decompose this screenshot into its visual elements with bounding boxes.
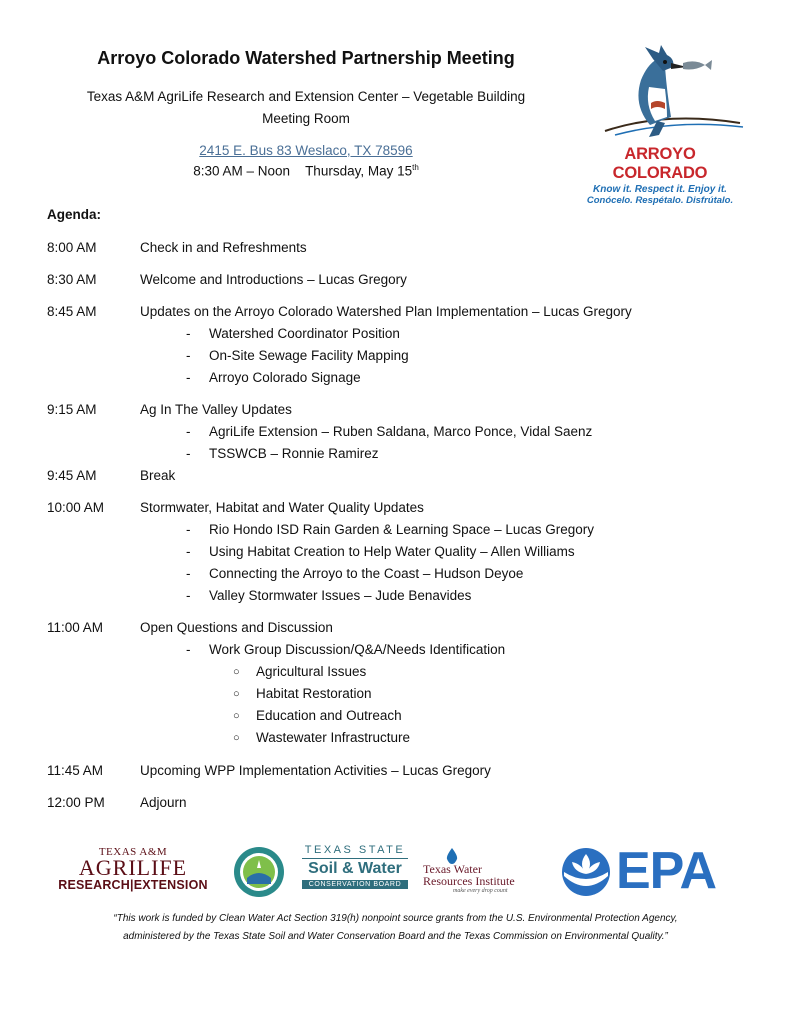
agenda-subitem: Rio Hondo ISD Rain Garden & Learning Space – Lucas Gregory — [209, 522, 594, 537]
agenda-time: 8:00 AM — [47, 240, 97, 255]
bullet-dash: - — [186, 566, 191, 581]
bullet-circle: ○ — [233, 732, 240, 744]
agenda-time: 11:00 AM — [47, 620, 104, 635]
tceq-logo — [233, 846, 285, 898]
agenda-item: Open Questions and Discussion — [140, 620, 333, 635]
agenda-subitem: Arroyo Colorado Signage — [209, 370, 361, 385]
twri-logo — [423, 848, 551, 898]
tceq-seal-icon — [233, 846, 285, 898]
agenda-item: Check in and Refreshments — [140, 240, 307, 255]
agenda-item: Welcome and Introductions – Lucas Gregory — [140, 272, 407, 287]
bullet-dash: - — [186, 348, 191, 363]
tsswcb-logo — [298, 844, 412, 902]
agenda-subsubitem: Agricultural Issues — [256, 664, 367, 679]
agenda-time: 10:00 AM — [47, 500, 105, 515]
bullet-circle: ○ — [233, 710, 240, 722]
funding-note-line1: “This work is funded by Clean Water Act Section 319(h) nonpoint source grants from the U.S. Environmental Protection Agency, — [113, 913, 678, 924]
agenda-subsubitem: Education and Outreach — [256, 708, 402, 723]
epa-text: EPA — [616, 842, 717, 900]
tsswcb-mid: Soil & Water — [308, 860, 402, 877]
agenda-subitem: Connecting the Arroyo to the Coast – Hudson Deyoe — [209, 566, 524, 581]
agenda-time: 12:00 PM — [47, 795, 105, 810]
agenda-subitem: Work Group Discussion/Q&A/Needs Identification — [209, 642, 506, 657]
epa-flower-icon — [560, 846, 612, 898]
agenda-item: Upcoming WPP Implementation Activities – Lucas Gregory — [140, 763, 491, 778]
agenda-subitem: Watershed Coordinator Position — [209, 326, 400, 341]
bullet-dash: - — [186, 522, 191, 537]
agenda-subitem: On-Site Sewage Facility Mapping — [209, 348, 409, 363]
bullet-dash: - — [186, 544, 191, 559]
bullet-dash: - — [186, 424, 191, 439]
funding-note-line2: administered by the Texas State Soil and Water Conservation Board and the Texas Commission on Environmental Quality.” — [123, 931, 668, 942]
address-row — [0, 143, 612, 158]
address-link[interactable]: 2415 E. Bus 83 Weslaco, TX 78596 — [199, 143, 413, 158]
agenda-subitem: Using Habitat Creation to Help Water Quality – Allen Williams — [209, 544, 575, 559]
agrilife-mid: AGRILIFE — [78, 855, 188, 880]
tsswcb-bottom: CONSERVATION BOARD — [302, 880, 408, 889]
agenda-subitem: Valley Stormwater Issues – Jude Benavides — [209, 588, 472, 603]
twri-tagline: make every drop count — [453, 888, 508, 894]
venue-line-1: Texas A&M AgriLife Research and Extension Center – Vegetable Building — [86, 89, 526, 104]
bullet-dash: - — [186, 588, 191, 603]
agenda-subsubitem: Habitat Restoration — [256, 686, 372, 701]
agenda-time: 9:45 AM — [47, 468, 97, 483]
meeting-day: Thursday, May 15 — [305, 163, 413, 179]
agrilife-top: TEXAS A&M — [98, 846, 168, 858]
agenda-subsubitem: Wastewater Infrastructure — [256, 730, 411, 745]
epa-logo — [560, 842, 730, 900]
venue-line-2: Meeting Room — [262, 111, 350, 126]
twri-line1: Texas Water — [423, 862, 482, 876]
agenda-item: Updates on the Arroyo Colorado Watershed Plan Implementation – Lucas Gregory — [140, 304, 632, 319]
tsswcb-top: TEXAS STATE — [304, 844, 406, 856]
day-suffix: th — [412, 163, 419, 172]
bullet-circle: ○ — [233, 688, 240, 700]
twri-line2: Resources Institute — [423, 874, 515, 888]
agenda-item: Stormwater, Habitat and Water Quality Updates — [140, 500, 424, 515]
logo-name: ARROYO COLORADO — [612, 145, 708, 182]
agenda-time: 8:30 AM — [47, 272, 97, 287]
agenda-item: Adjourn — [140, 795, 187, 810]
agrilife-logo — [47, 846, 219, 898]
kingfisher-icon — [575, 45, 745, 140]
agenda-subitem: AgriLife Extension – Ruben Saldana, Marco Ponce, Vidal Saenz — [209, 424, 593, 439]
arroyo-colorado-logo — [575, 45, 745, 206]
time-row — [0, 163, 612, 179]
agenda-item: Ag In The Valley Updates — [140, 402, 292, 417]
agenda-heading: Agenda: — [47, 207, 101, 222]
page-title: Arroyo Colorado Watershed Partnership Meeting — [97, 48, 515, 68]
meeting-time: 8:30 AM – Noon — [193, 163, 291, 179]
bullet-dash: - — [186, 326, 191, 341]
bullet-dash: - — [186, 370, 191, 385]
bullet-dash: - — [186, 642, 191, 657]
logo-tagline: Know it. Respect it. Enjoy it. — [593, 184, 727, 195]
bullet-circle: ○ — [233, 666, 240, 678]
agenda-subitem: TSSWCB – Ronnie Ramirez — [209, 446, 379, 461]
agenda-time: 9:15 AM — [47, 402, 97, 417]
agenda-time: 11:45 AM — [47, 763, 104, 778]
bullet-dash: - — [186, 446, 191, 461]
agenda-time: 8:45 AM — [47, 304, 97, 319]
logo-tagline-es: Conócelo. Respétalo. Disfrútalo. — [586, 195, 734, 206]
agenda-item: Break — [140, 468, 176, 483]
agrilife-bottom: RESEARCH|EXTENSION — [58, 878, 208, 892]
